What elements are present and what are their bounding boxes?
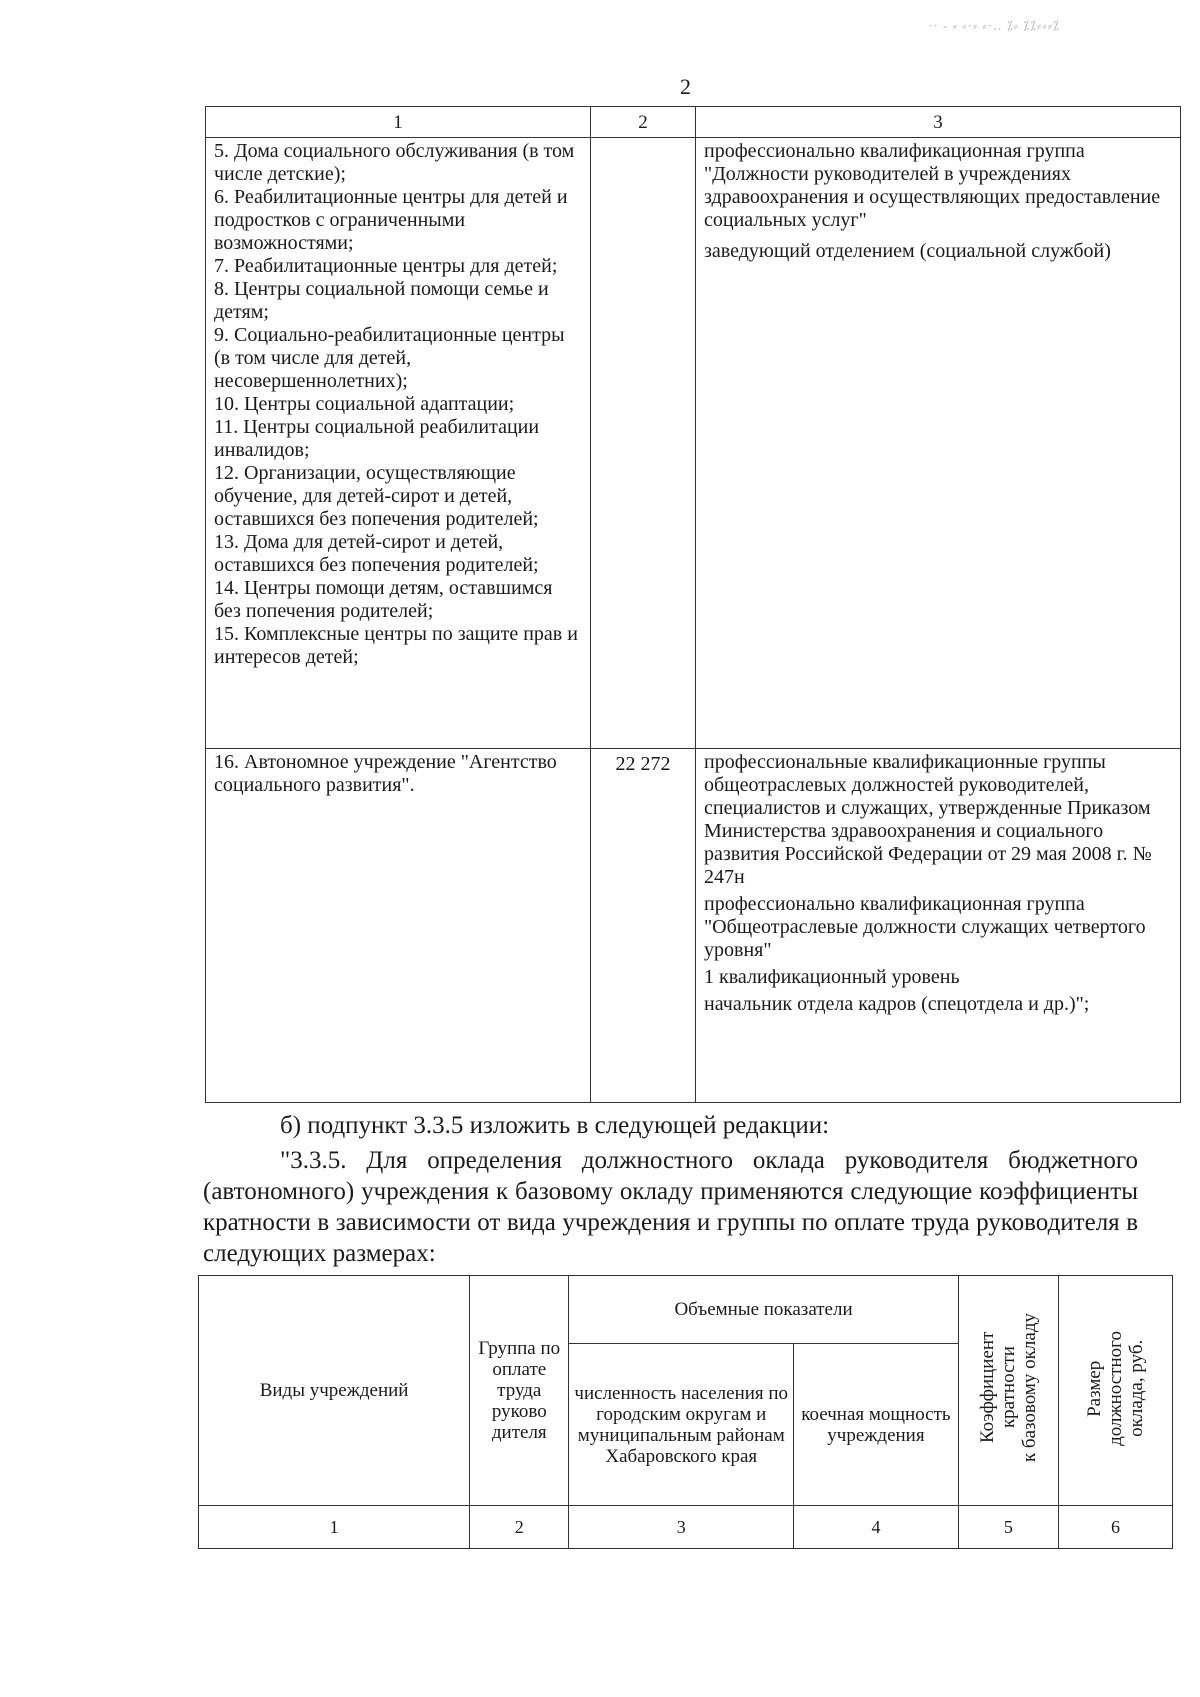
- column-number: 5: [958, 1506, 1058, 1549]
- clause-3-3-5: [203, 1145, 1138, 1269]
- list-item: 9. Социально-реабилитационные центры (в том числе для детей, несовершеннолетних);: [214, 324, 565, 392]
- qualification-group: профессионально квалификационная группа "Общеотраслевые должности служащих четвертого уровня": [704, 893, 1146, 961]
- header-cell-2: 2: [591, 107, 696, 138]
- qualification-cell: [696, 749, 1181, 1103]
- coefficients-table: [198, 1275, 1173, 1549]
- page-number: 2: [680, 74, 691, 99]
- column-number: 4: [794, 1506, 959, 1549]
- salary-cell: [591, 138, 696, 749]
- header-cell-3: 3: [696, 107, 1181, 138]
- header-salary-size: [1058, 1276, 1172, 1506]
- header-salary-size-text: Размер должностного оклада, руб.: [1083, 1330, 1147, 1446]
- qualification-groups: профессиональные квалификационные группы общеотраслевых должностей руководителей, специалистов и служащих, утвержденные Приказом Министерства здравоохранения и социального развития Российской Федерации от 29 мая 2008 г. № 247н: [704, 751, 1152, 888]
- clause-rest: бюджетного (автономного) учреждения к базовому окладу применяются следующие коэффициенты кратности в зависимости от вида учреждения и группы по оплате труда руководителя в следующих размерах:: [203, 1147, 1138, 1267]
- clause-first-line: "3.3.5. Для определения должностного оклада руководителя: [280, 1147, 989, 1174]
- header-cell-1: 1: [206, 107, 591, 138]
- column-number: 2: [470, 1506, 569, 1549]
- table-row: [206, 138, 1181, 749]
- institution-cell: 16. Автономное учреждение "Агентство социального развития".: [206, 749, 591, 1103]
- table-header-row: [199, 1276, 1173, 1344]
- column-number: 1: [199, 1506, 470, 1549]
- qualification-level: 1 квалификационный уровень: [704, 966, 960, 988]
- header-bed-capacity: коечная мощность учреждения: [794, 1344, 959, 1506]
- header-volume-indicators: Объемные показатели: [569, 1276, 958, 1344]
- table-header-row: [206, 107, 1181, 138]
- list-item: 10. Центры социальной адаптации;: [214, 393, 515, 415]
- scan-artifact: ·· - ⸗ ⸗·⸗ ⸗·‥ ⁒⸗ ⁒⁒⸗⸗⸗⁒: [928, 18, 1060, 33]
- list-item: 12. Организации, осуществляющие обучение, для детей-сирот и детей, оставшихся без попечения родителей;: [214, 462, 539, 530]
- list-item: 8. Центры социальной помощи семье и детям;: [214, 278, 549, 323]
- positions-table: [205, 106, 1181, 1103]
- header-coefficient: [958, 1276, 1058, 1506]
- position-name: начальник отдела кадров (спецотдела и др.)";: [704, 993, 1090, 1015]
- list-item: 5. Дома социального обслуживания (в том числе детские);: [214, 140, 575, 185]
- list-item: 7. Реабилитационные центры для детей;: [214, 255, 558, 277]
- header-pay-group: Группа по оплате труда руково дителя: [470, 1276, 569, 1506]
- salary-cell: 22 272: [591, 749, 696, 1103]
- list-item: 13. Дома для детей-сирот и детей, оставшихся без попечения родителей;: [214, 531, 539, 576]
- column-number: 3: [569, 1506, 794, 1549]
- subparagraph-b: б) подпункт 3.3.5 изложить в следующей редакции:: [280, 1112, 830, 1139]
- list-item: 15. Комплексные центры по защите прав и интересов детей;: [214, 623, 578, 668]
- header-population: численность населения по городским округам и муниципальным районам Хабаровского края: [569, 1344, 794, 1506]
- list-item: 6. Реабилитационные центры для детей и подростков с ограниченными возможностями;: [214, 186, 568, 254]
- list-item: 14. Центры помощи детям, оставшимся без попечения родителей;: [214, 577, 553, 622]
- header-coefficient-text: Коэффициент кратности к базовому окладу: [976, 1313, 1040, 1463]
- position-name: заведующий отделением (социальной службой): [704, 240, 1111, 262]
- column-number: 6: [1058, 1506, 1172, 1549]
- list-item: 11. Центры социальной реабилитации инвалидов;: [214, 416, 540, 461]
- column-number-row: [199, 1506, 1173, 1549]
- qualification-group: профессионально квалификационная группа "Должности руководителей в учреждениях здравоохранения и осуществляющих предоставление социальных услуг": [704, 140, 1161, 231]
- header-institution-types: Виды учреждений: [199, 1276, 470, 1506]
- qualification-cell: [696, 138, 1181, 749]
- institution-list-cell: [206, 138, 591, 749]
- table-row: [206, 749, 1181, 1103]
